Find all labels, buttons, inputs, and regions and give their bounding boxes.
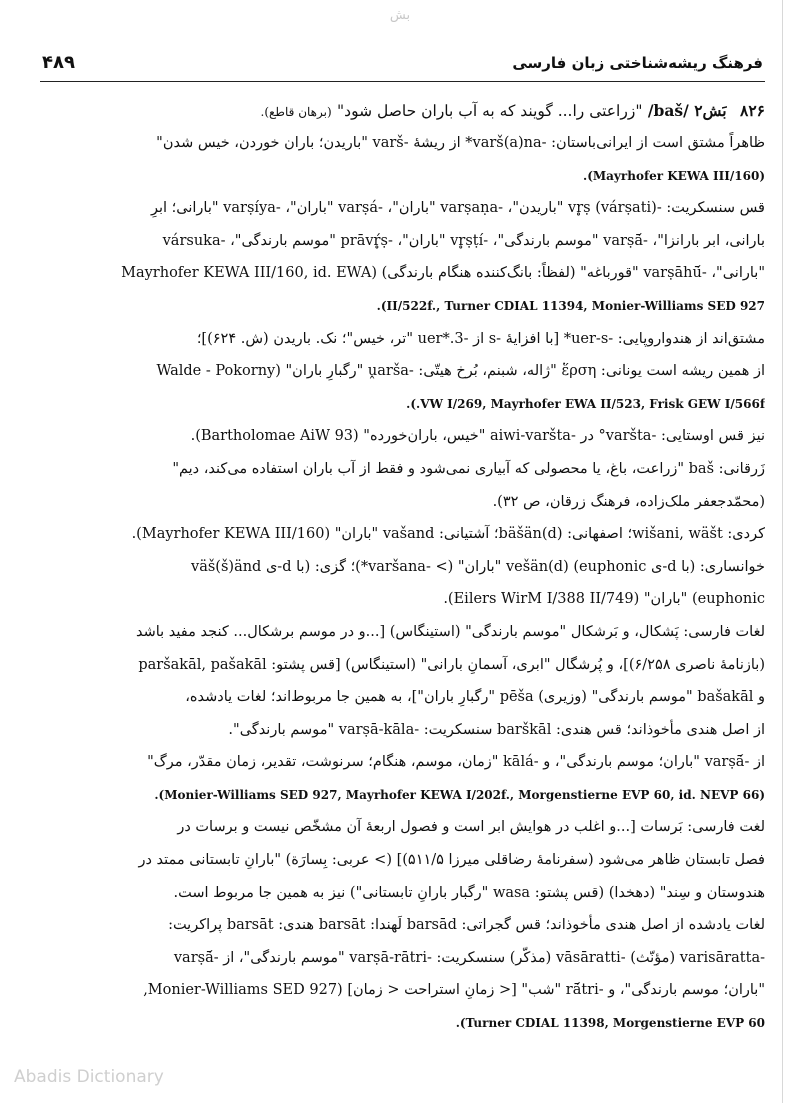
body-line-reference: VW I/269, Mayrhofer EWA II/523, Frisk GEW I/566f.). [406, 396, 765, 411]
book-title: فرهنگ ریشه‌شناختی زبان فارسی [512, 54, 763, 72]
body-line: از -varṣā́ "باران؛ موسم بارندگی"، و -kālá "زمان، موسم، هنگام؛ سرنوشت، تقدیر، زمان مقدّر، مرگ" [147, 754, 765, 771]
body-line: فصل تابستان ظاهر می‌شود (سفرنامهٔ رضاقلی میرزا ۵۱۱/۵)] (> عربی: بِسارَة) "بارانِ تابستانی ممتد در [138, 852, 765, 869]
body-line: نیز قس اوستایی: -varšta° در -aiwi-varšta "خیس، باران‌خورده" (Bartholomae AiW 93). [190, 428, 765, 445]
running-head [40, 52, 765, 82]
body-line: -varisāratta (مؤنّث) -vāsāratti (مذکّر) سنسکریت: -varṣā-rātri "موسم بارندگی"، از -varṣā́ [173, 949, 765, 966]
body-line: بارانی، ابر بارانزا"، -varṣā́ "موسم بارندگی"، -vr̥ṣṭí "باران"، -prāvŕ̥ṣ "موسم بارندگی"، -vársuka [162, 232, 765, 249]
body-line: خوانساری: (با d-ی euphonic) vešän(d) "باران" (> -varšana*)؛ گزی: (با d-ی väš(š)änd [191, 558, 765, 575]
page-edge-line [782, 0, 783, 1103]
dictionary-page [40, 52, 765, 1052]
body-line: قس سنسکریت: -vr̥ṣ (várṣati) "باریدن"، -varṣaṇa "باران"، -varṣá "باران"، -varṣíya "بارانی؛ ابرِ [151, 200, 765, 217]
body-line-reference: II/522f., Turner CDIAL 11394, Monier-Williams SED 927). [376, 298, 765, 313]
body-line-reference: (Monier-Williams SED 927, Mayrhofer KEWA I/202f., Morgenstierne EVP 60, id. NEVP 66). [154, 787, 765, 802]
body-line: (بازنامهٔ ناصری ۶/۲۵۸)]، و پُرشگال "ابری، آسمانِ بارانی" (استینگاس) [قس پشتو: paršakāl, pašakāl [138, 656, 765, 673]
page-number: ۴۸۹ [42, 52, 75, 73]
body-line-reference: (Mayrhofer KEWA III/160). [583, 168, 765, 183]
entry-headword: بَش۲ /baš/ [647, 101, 727, 120]
body-line: "باران؛ موسم بارندگی"، و -rā́tri "شب" [< زمانِ استراحت < زمان] (Monier-Williams SED 927, [143, 982, 765, 999]
entry-number: ۸۲۶ [740, 101, 765, 120]
body-line: لغت فارسی: بَرسات [...و اغلب در هوایش ابر است و فصول اربعهٔ آن مشخّص نیست و برسات در [177, 819, 765, 836]
body-line: لغات یادشده از اصل هندی مأخوذاند؛ قس گجراتی: barsād لَهندا: barsāt هندی: barsāt پراکریت: [168, 917, 765, 934]
body-line: مشتق‌اند از هندواروپایی: -uer-s* [با افزایهٔ -s از -uer*.3 "تر، خیس"؛ نک. باریدن (ش. ۶۲۴)]؛ [196, 330, 765, 347]
body-line-reference: Turner CDIAL 11398, Morgenstierne EVP 60). [455, 1016, 765, 1031]
entry-header [40, 96, 765, 127]
body-line: هندوستان و سِند" (دهخدا) (قس پشتو: wasa "رگبار بارانِ تابستانی") نیز به همین جا مربوط است. [173, 884, 765, 901]
body-line: ظاهراً مشتق است از ایرانی‌باستان: -varš(a)na* از ریشهٔ -varš "باریدن؛ باران خوردن، خیس شدن" [156, 135, 765, 151]
top-word: بش [389, 8, 411, 23]
body-line: از اصل هندی مأخوذاند؛ قس هندی: barškāl سنسکریت: -varṣā-kāla "موسم بارندگی". [228, 721, 765, 738]
body-line: زَرقانی: baš "زراعت، باغ، یا محصولی که آبیاری نمی‌شود و فقط از آب باران استفاده می‌کند، دیم" [172, 460, 765, 477]
body-line: از همین ریشه است یونانی: ἕρση "ژاله، شبنم، بُرخ هیتّی: -ṷarša "رگبارِ باران" (Walde - Pokorny [156, 363, 765, 380]
watermark: Abadis Dictionary [14, 1067, 164, 1087]
body-line: کردی: wišani, wäšt؛ اصفهانی: bäšän(d)؛ آشتیانی: vašand "باران" (Mayrhofer KEWA III/160). [131, 526, 765, 543]
body-line: لغات فارسی: پَشکال، و بَرشکال "موسم بارندگی" (استینگاس) [...و در موسم برشکال... کنجد مفید باشد [135, 623, 765, 640]
body-line: و bašakāl "موسم بارندگی" (وزیری) pēša "رگبارِ باران"]، به همین جا مربوط‌اند؛ لغات یادشده، [185, 689, 765, 706]
entry-definition: "زراعتی را... گویند که به آب باران حاصل شود" [337, 102, 643, 120]
entry-body [40, 127, 765, 1040]
body-line: (محمّدجعفر ملک‌زاده، فرهنگ زرقان، ص ۳۲). [492, 493, 765, 510]
body-line: euphonic) "باران" (Eilers WirM I/388 II/749). [443, 591, 765, 608]
body-line: "بارانی"، -varṣāhū́ "قورباغه" (لفظاً: بانگ‌کننده هنگام بارندگی) (Mayrhofer KEWA III/160, id. EWA [121, 265, 765, 282]
entry-source: (برهان قاطع). [260, 105, 332, 119]
